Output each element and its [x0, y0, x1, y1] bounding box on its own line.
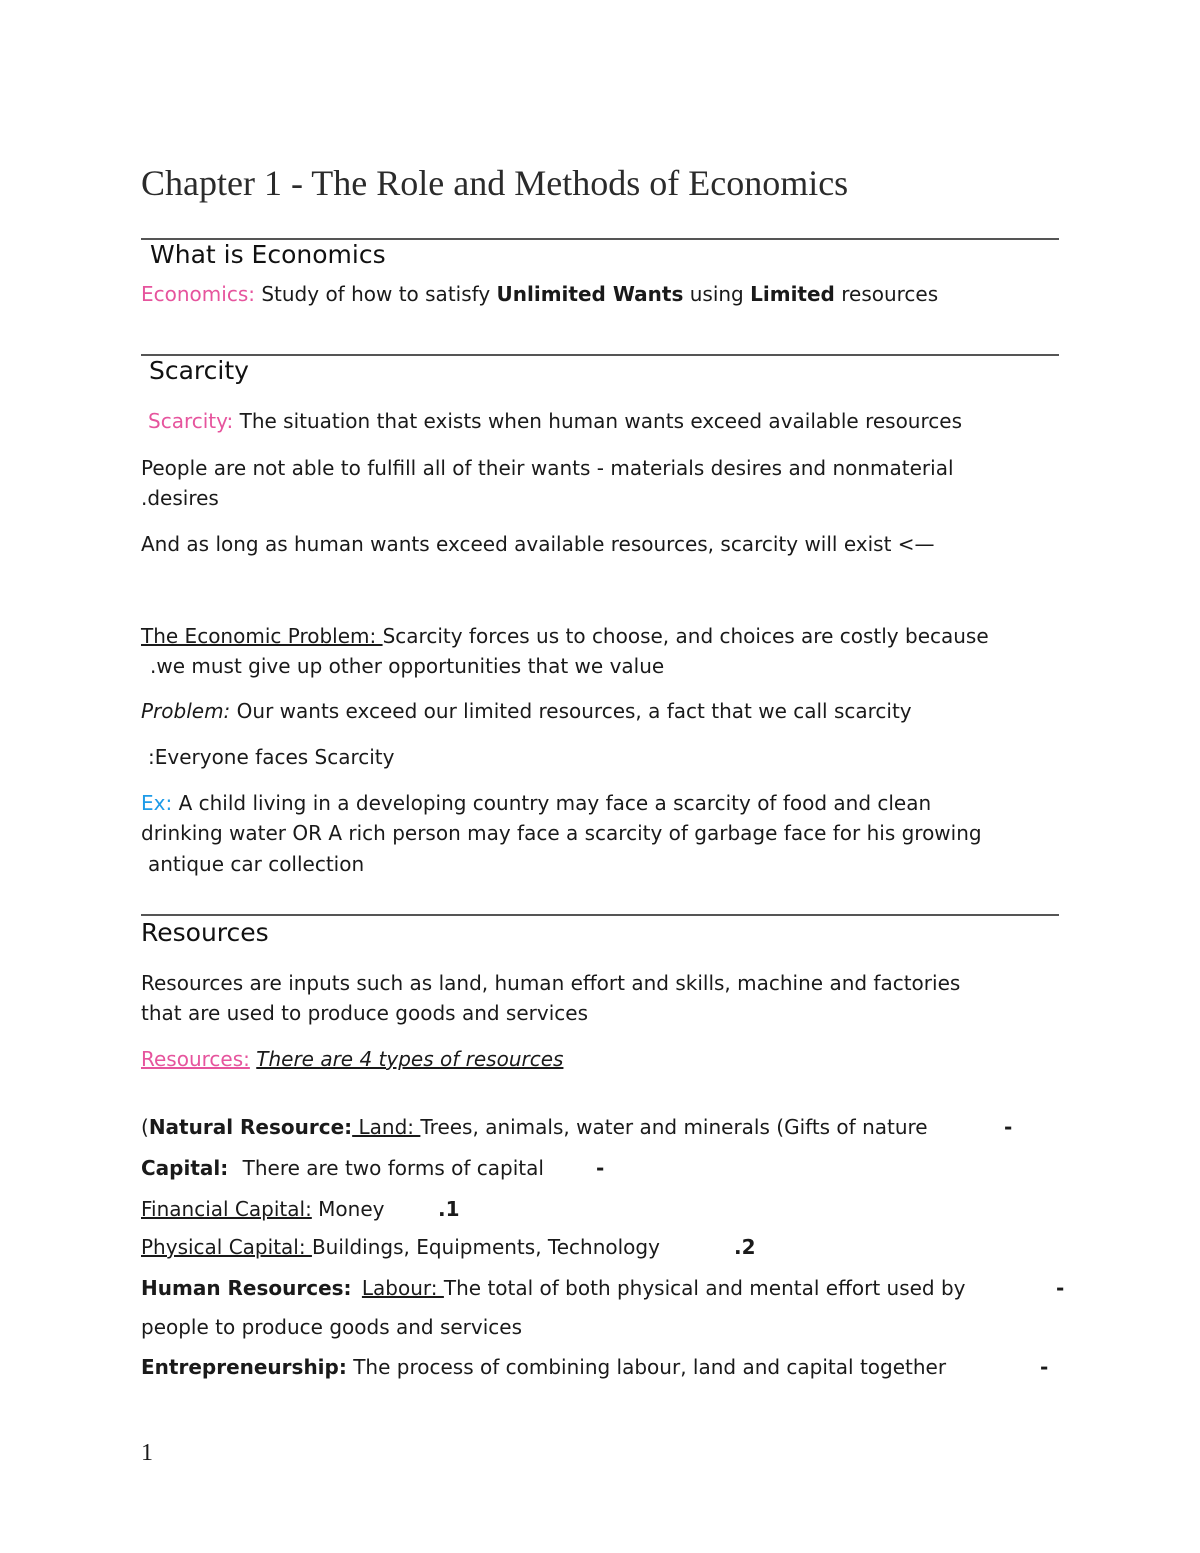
list-number: .1	[438, 1197, 460, 1221]
physical-capital-line: Physical Capital: Buildings, Equipments, Technology	[141, 1235, 660, 1259]
list-number: .2	[734, 1235, 756, 1259]
paragraph-line: .desires	[141, 486, 219, 510]
example-term: Ex:	[141, 791, 173, 815]
financial-capital-term: Financial Capital:	[141, 1197, 312, 1221]
paragraph-line: :Everyone faces Scarcity	[148, 745, 395, 769]
human-resources-term: Human Resources:	[141, 1276, 352, 1300]
capital-term: Capital:	[141, 1156, 229, 1180]
definition-term: Scarcity:	[148, 409, 234, 433]
heading-scarcity: Scarcity	[149, 356, 249, 385]
paragraph-line: drinking water OR A rich person may face a scarcity of garbage face for his growing	[141, 821, 982, 845]
paragraph-line: Resources are inputs such as land, human effort and skills, machine and factories	[141, 971, 961, 995]
heading-resources: Resources	[141, 918, 269, 947]
bullet-dash: -	[1004, 1115, 1013, 1139]
paragraph-line: .we must give up other opportunities that we value	[150, 654, 665, 678]
resource-types-line: Resources: There are 4 types of resources	[141, 1047, 564, 1071]
paragraph-line: antique car collection	[148, 852, 365, 876]
human-resources-line: Human Resources: Labour: The total of both physical and mental effort used by	[141, 1276, 966, 1300]
natural-resource-term: Natural Resource:	[148, 1115, 353, 1139]
entrepreneurship-line: Entrepreneurship: The process of combining labour, land and capital together	[141, 1355, 947, 1379]
definition-term: Economics:	[141, 282, 255, 306]
section-divider	[141, 354, 1059, 356]
economic-problem-term: The Economic Problem:	[141, 624, 383, 648]
section-divider	[141, 914, 1059, 916]
page-title: Chapter 1 - The Role and Methods of Economics	[141, 163, 849, 203]
paragraph-line: People are not able to fulfill all of their wants - materials desires and nonmaterial	[141, 456, 954, 480]
bullet-dash: -	[596, 1156, 605, 1180]
heading-what-is-economics: What is Economics	[150, 240, 386, 269]
resources-term: Resources:	[141, 1047, 250, 1071]
economic-problem-line: The Economic Problem: Scarcity forces us to choose, and choices are costly because	[141, 624, 989, 648]
economics-definition: Economics: Study of how to satisfy Unlimited Wants using Limited resources	[141, 282, 939, 306]
natural-resource-line: (Natural Resource: Land: Trees, animals, water and minerals (Gifts of nature	[141, 1115, 928, 1139]
entrepreneurship-term: Entrepreneurship:	[141, 1355, 347, 1379]
paragraph-line: that are used to produce goods and services	[141, 1001, 588, 1025]
bullet-dash: -	[1040, 1355, 1049, 1379]
scarcity-definition: Scarcity: The situation that exists when human wants exceed available resources	[148, 409, 962, 433]
example-line: Ex: A child living in a developing country may face a scarcity of food and clean	[141, 791, 932, 815]
problem-line: Problem: Our wants exceed our limited resources, a fact that we call scarcity	[141, 699, 912, 723]
bullet-dash: -	[1056, 1276, 1065, 1300]
financial-capital-line: Financial Capital: Money	[141, 1197, 385, 1221]
page-number: 1	[141, 1440, 153, 1466]
capital-line: Capital: There are two forms of capital	[141, 1156, 544, 1180]
paragraph-line: And as long as human wants exceed available resources, scarcity will exist <—	[141, 532, 935, 556]
physical-capital-term: Physical Capital:	[141, 1235, 312, 1259]
problem-term: Problem:	[141, 699, 231, 723]
paragraph-line: people to produce goods and services	[141, 1315, 523, 1339]
